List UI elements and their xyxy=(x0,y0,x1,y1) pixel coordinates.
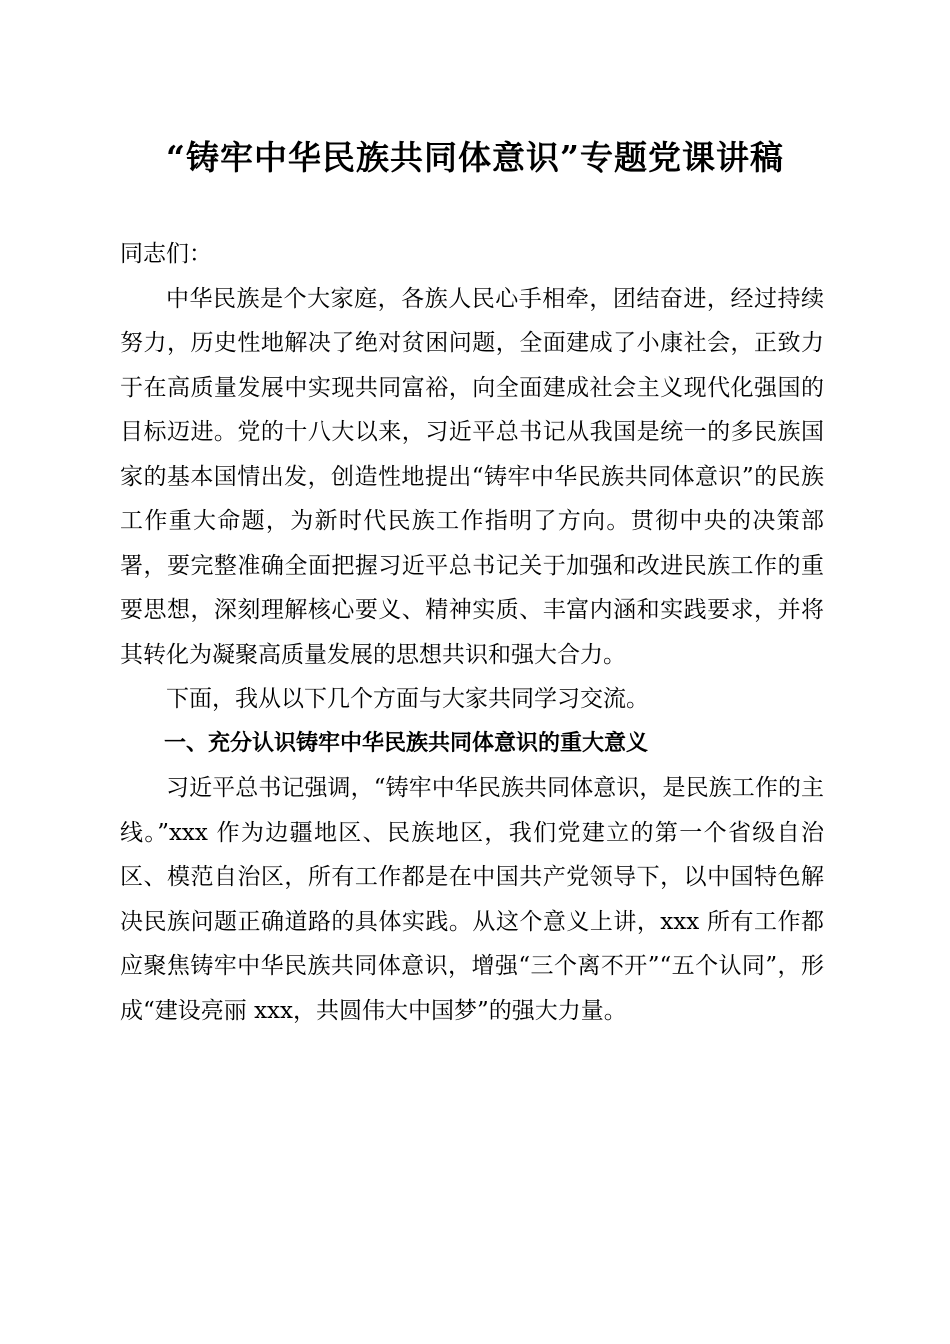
salutation: 同志们： xyxy=(120,241,212,267)
paragraph-intro: 中华民族是个大家庭，各族人民心手相牵，团结奋进，经过持续努力，历史性地解决了绝对贫困问题，全面建成了小康社会，正致力于在高质量发展中实现共同富裕，向全面建成社会主义现代化强国的目标迈进。党的十八大以来，习近平总书记从我国是统一的多民族国家的基本国情出发，创造性地提出“铸牢中华民族共同体意识”的民族工作重大命题，为新时代民族工作指明了方向。贯彻中央的决策部署，要完整准确全面把握习近平总书记关于加强和改进民族工作的重要思想，深刻理解核心要义、精神实质、丰富内涵和实践要求，并将其转化为凝聚高质量发展的思想共识和强大合力。 xyxy=(120,285,824,668)
section-paragraph-1: 习近平总书记强调，“铸牢中华民族共同体意识，是民族工作的主线。”xxx 作为边疆地区、民族地区，我们党建立的第一个省级自治区、模范自治区，所有工作都是在中国共产党领导下，以中国特色解决民族问题正确道路的具体实践。从这个意义上讲，xxx 所有工作都应聚焦铸牢中华民族共同体意识，增强“三个离不开”“五个认同”，形成“建设亮丽 xxx，共圆伟大中国梦”的强大力量。 xyxy=(120,775,824,1024)
paragraph-transition: 下面，我从以下几个方面与大家共同学习交流。 xyxy=(166,686,649,712)
document-body xyxy=(120,232,824,1033)
section-heading-1: 一、充分认识铸牢中华民族共同体意识的重大意义 xyxy=(164,730,649,756)
document-title: “铸牢中华民族共同体意识”专题党课讲稿 xyxy=(166,138,784,177)
